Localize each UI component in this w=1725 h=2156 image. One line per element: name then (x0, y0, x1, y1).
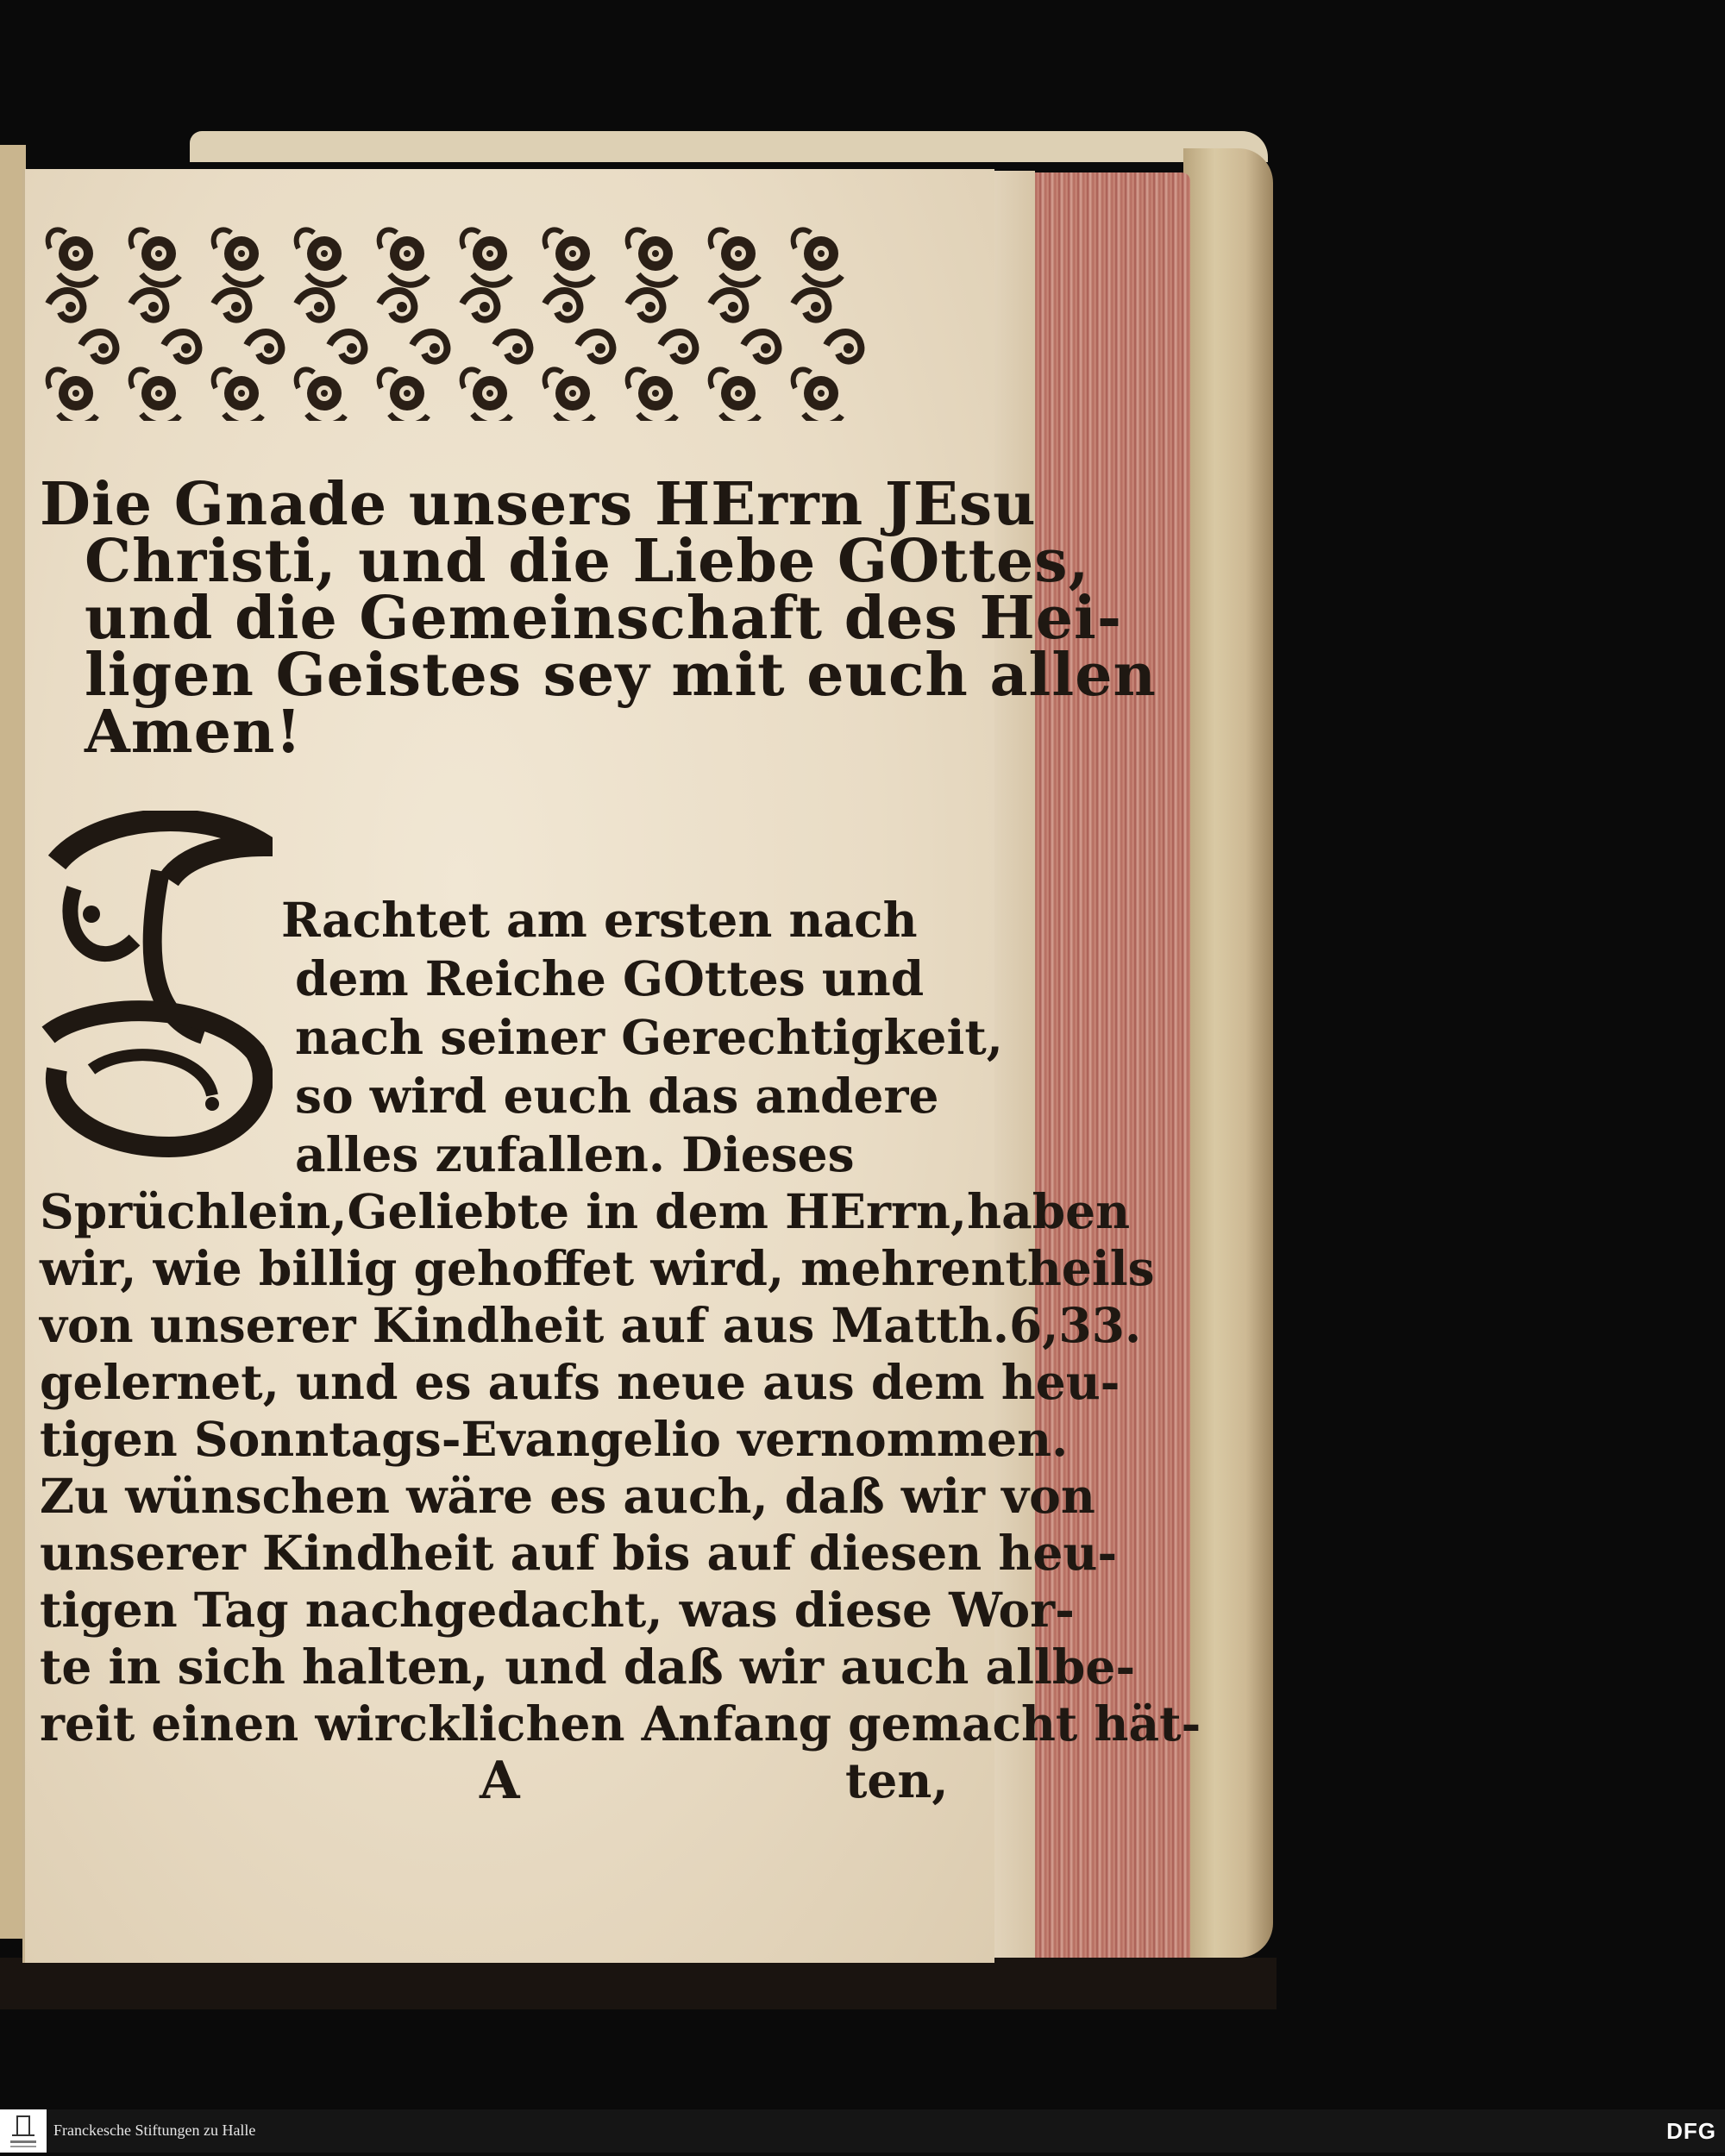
ornament-band (38, 224, 892, 421)
body-line-6: Zu wünschen wäre es auch, daß wir von (40, 1468, 1095, 1524)
institution-name: Franckesche Stiftungen zu Halle (53, 2122, 256, 2139)
decorative-initial-t (40, 811, 273, 1163)
dropcap-line-4: so wird euch das andere (295, 1068, 939, 1124)
footer-bar (0, 2109, 1725, 2153)
body-line-10: reit einen wircklichen Anfang gemacht hät- (40, 1695, 1201, 1752)
signature-mark: A (480, 1751, 520, 1811)
heading-line-1: Die Gnade unsers HErrn JEsu (40, 470, 1037, 539)
dfg-logo: DFG (1666, 2118, 1716, 2144)
body-line-3: von unserer Kindheit auf aus Matth.6,33. (40, 1297, 1142, 1353)
dropcap-line-2: dem Reiche GOttes und (295, 950, 925, 1006)
body-line-4: gelernet, und es aufs neue aus dem heu- (40, 1354, 1120, 1410)
dropcap-line-5: alles zufallen. Dieses (295, 1126, 855, 1182)
heading-line-3: und die Gemeinschaft des Hei- (85, 584, 1123, 653)
heading-line-4: ligen Geistes sey mit euch allen (85, 641, 1157, 710)
body-line-2: wir, wie billig gehoffet wird, mehrentheils (40, 1240, 1155, 1296)
dropcap-line-1: Rachtet am ersten nach (281, 892, 918, 948)
body-line-5: tigen Sonntags-Evangelio vernommen. (40, 1411, 1069, 1467)
heading-line-2: Christi, und die Liebe GOttes, (85, 527, 1090, 596)
body-line-8: tigen Tag nachgedacht, was diese Wor- (40, 1582, 1075, 1638)
book-bottom-shadow (0, 1958, 1276, 2009)
body-line-9: te in sich halten, und daß wir auch allbe- (40, 1639, 1136, 1695)
dropcap-line-3: nach seiner Gerechtigkeit, (295, 1009, 1003, 1065)
heading-line-5: Amen! (85, 698, 303, 767)
institution-logo-icon (0, 2109, 47, 2153)
catchword: ten, (845, 1752, 949, 1808)
body-line-7: unserer Kindheit auf bis auf diesen heu- (40, 1525, 1118, 1581)
body-line-1: Sprüchlein,Geliebte in dem HErrn,haben (40, 1183, 1131, 1239)
institution-logo (0, 2109, 47, 2153)
book-cover-top (190, 131, 1268, 162)
book-cover-right (1183, 148, 1273, 1958)
